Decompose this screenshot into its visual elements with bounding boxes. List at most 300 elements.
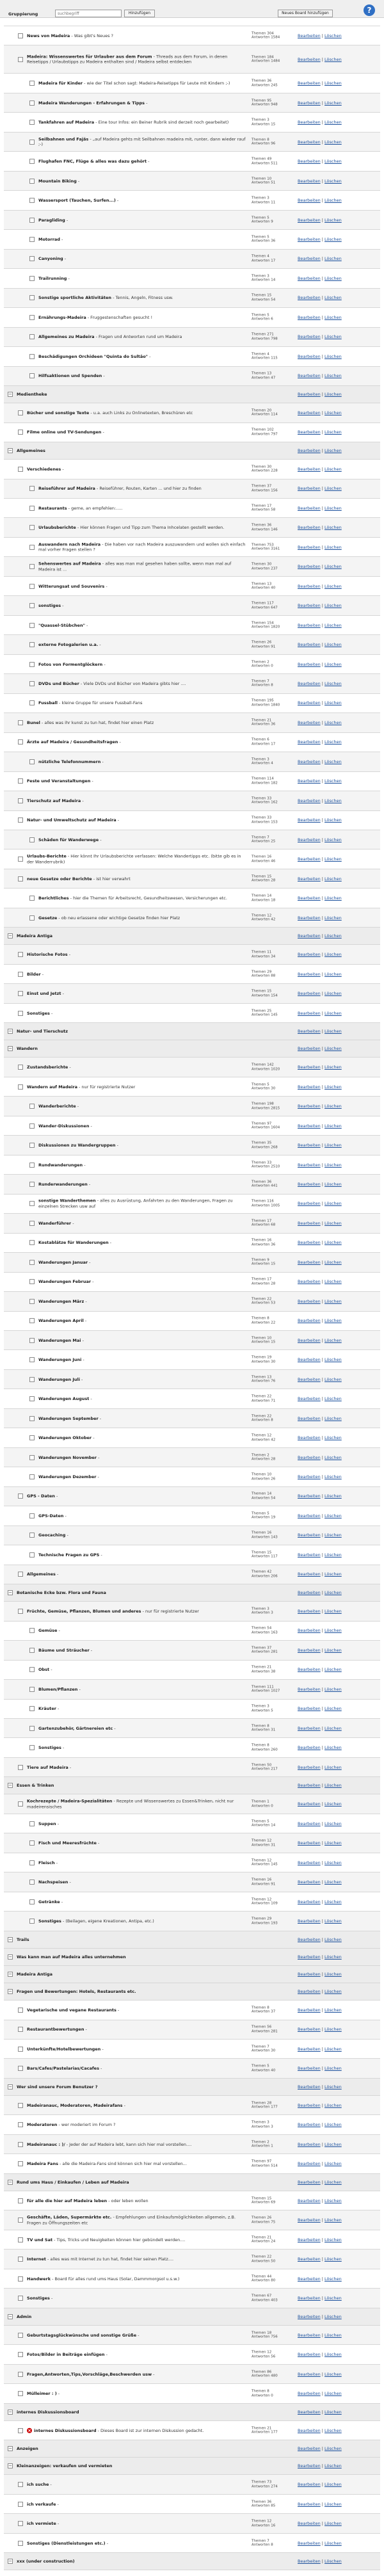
edit-link[interactable]: Bearbeiten	[298, 2391, 321, 2396]
delete-link[interactable]: Löschen	[324, 1298, 342, 1304]
edit-link[interactable]: Bearbeiten	[298, 2276, 321, 2282]
expand-toggle[interactable]	[29, 1552, 35, 1558]
expand-toggle[interactable]	[29, 276, 35, 281]
expand-toggle[interactable]	[29, 1240, 35, 1245]
delete-link[interactable]: Löschen	[324, 373, 342, 379]
delete-link[interactable]: Löschen	[324, 2296, 342, 2301]
edit-link[interactable]: Bearbeiten	[298, 1029, 321, 1034]
delete-link[interactable]: Löschen	[324, 1572, 342, 1577]
delete-link[interactable]: Löschen	[324, 505, 342, 511]
edit-link[interactable]: Bearbeiten	[298, 198, 321, 204]
delete-link[interactable]: Löschen	[324, 1240, 342, 1246]
delete-link[interactable]: Löschen	[324, 896, 342, 901]
edit-link[interactable]: Bearbeiten	[298, 466, 321, 472]
delete-link[interactable]: Löschen	[324, 1046, 342, 1052]
expand-toggle[interactable]	[29, 256, 35, 261]
edit-link[interactable]: Bearbeiten	[298, 896, 321, 901]
delete-link[interactable]: Löschen	[324, 2257, 342, 2262]
delete-link[interactable]: Löschen	[324, 1783, 342, 1789]
expand-toggle[interactable]	[18, 2372, 23, 2377]
delete-link[interactable]: Löschen	[324, 720, 342, 725]
delete-link[interactable]: Löschen	[324, 1162, 342, 1168]
edit-link[interactable]: Bearbeiten	[298, 2482, 321, 2488]
expand-toggle[interactable]	[29, 334, 35, 339]
expand-toggle[interactable]	[29, 1726, 35, 1731]
edit-link[interactable]: Bearbeiten	[298, 1764, 321, 1770]
edit-link[interactable]: Bearbeiten	[298, 991, 321, 997]
edit-link[interactable]: Bearbeiten	[298, 1337, 321, 1343]
delete-link[interactable]: Löschen	[324, 295, 342, 301]
delete-link[interactable]: Löschen	[324, 1667, 342, 1673]
edit-link[interactable]: Bearbeiten	[298, 1143, 321, 1148]
edit-link[interactable]: Bearbeiten	[298, 1783, 321, 1789]
delete-link[interactable]: Löschen	[324, 1745, 342, 1751]
edit-link[interactable]: Bearbeiten	[298, 971, 321, 977]
delete-link[interactable]: Löschen	[324, 159, 342, 165]
expand-toggle[interactable]: −	[8, 1936, 12, 1942]
expand-toggle[interactable]	[29, 642, 35, 647]
delete-link[interactable]: Löschen	[324, 2161, 342, 2167]
delete-link[interactable]: Löschen	[324, 1706, 342, 1712]
expand-toggle[interactable]	[18, 972, 23, 977]
delete-link[interactable]: Löschen	[324, 817, 342, 823]
edit-link[interactable]: Bearbeiten	[298, 817, 321, 823]
delete-link[interactable]: Löschen	[324, 1821, 342, 1826]
expand-toggle[interactable]	[18, 2428, 23, 2433]
delete-link[interactable]: Löschen	[324, 700, 342, 706]
expand-toggle[interactable]	[29, 1648, 35, 1653]
edit-link[interactable]: Bearbeiten	[298, 661, 321, 667]
delete-link[interactable]: Löschen	[324, 1474, 342, 1480]
expand-toggle[interactable]	[29, 1667, 35, 1672]
delete-link[interactable]: Löschen	[324, 2540, 342, 2546]
expand-toggle[interactable]: −	[8, 2446, 12, 2452]
delete-link[interactable]: Löschen	[324, 2218, 342, 2223]
edit-link[interactable]: Bearbeiten	[298, 56, 321, 62]
expand-toggle[interactable]: −	[8, 2179, 12, 2185]
delete-link[interactable]: Löschen	[324, 198, 342, 204]
edit-link[interactable]: Bearbeiten	[298, 2027, 321, 2033]
edit-link[interactable]: Bearbeiten	[298, 2446, 321, 2452]
expand-toggle[interactable]	[29, 486, 35, 491]
edit-link[interactable]: Bearbeiten	[298, 1821, 321, 1826]
expand-toggle[interactable]	[18, 467, 23, 472]
delete-link[interactable]: Löschen	[324, 1376, 342, 1382]
edit-link[interactable]: Bearbeiten	[298, 1608, 321, 1614]
edit-link[interactable]: Bearbeiten	[298, 1279, 321, 1285]
delete-link[interactable]: Löschen	[324, 2276, 342, 2282]
expand-toggle[interactable]	[29, 1163, 35, 1168]
expand-toggle[interactable]	[18, 57, 23, 62]
delete-link[interactable]: Löschen	[324, 1337, 342, 1343]
expand-toggle[interactable]	[29, 1260, 35, 1265]
delete-link[interactable]: Löschen	[324, 81, 342, 86]
delete-link[interactable]: Löschen	[324, 56, 342, 62]
expand-toggle[interactable]	[29, 506, 35, 511]
edit-link[interactable]: Bearbeiten	[298, 1201, 321, 1207]
delete-link[interactable]: Löschen	[324, 2102, 342, 2108]
expand-toggle[interactable]	[29, 120, 35, 125]
edit-link[interactable]: Bearbeiten	[298, 1989, 321, 1995]
edit-link[interactable]: Bearbeiten	[298, 1493, 321, 1499]
delete-link[interactable]: Löschen	[324, 353, 342, 359]
edit-link[interactable]: Bearbeiten	[298, 876, 321, 881]
delete-link[interactable]: Löschen	[324, 991, 342, 997]
edit-link[interactable]: Bearbeiten	[298, 857, 321, 862]
expand-toggle[interactable]	[18, 2276, 23, 2282]
edit-link[interactable]: Bearbeiten	[298, 256, 321, 262]
expand-toggle[interactable]	[18, 778, 23, 784]
delete-link[interactable]: Löschen	[324, 1725, 342, 1731]
delete-link[interactable]: Löschen	[324, 2027, 342, 2033]
expand-toggle[interactable]	[29, 564, 35, 569]
expand-toggle[interactable]	[18, 952, 23, 957]
delete-link[interactable]: Löschen	[324, 2198, 342, 2203]
edit-link[interactable]: Bearbeiten	[298, 2007, 321, 2013]
delete-link[interactable]: Löschen	[324, 2391, 342, 2396]
delete-link[interactable]: Löschen	[324, 430, 342, 435]
edit-link[interactable]: Bearbeiten	[298, 486, 321, 492]
expand-toggle[interactable]	[29, 101, 35, 106]
expand-toggle[interactable]	[29, 1338, 35, 1343]
delete-link[interactable]: Löschen	[324, 1533, 342, 1538]
edit-link[interactable]: Bearbeiten	[298, 314, 321, 320]
expand-toggle[interactable]	[29, 584, 35, 589]
edit-link[interactable]: Bearbeiten	[298, 1840, 321, 1846]
delete-link[interactable]: Löschen	[324, 334, 342, 340]
edit-link[interactable]: Bearbeiten	[298, 680, 321, 686]
delete-link[interactable]: Löschen	[324, 622, 342, 628]
edit-link[interactable]: Bearbeiten	[298, 295, 321, 301]
delete-link[interactable]: Löschen	[324, 1181, 342, 1187]
delete-link[interactable]: Löschen	[324, 120, 342, 125]
expand-toggle[interactable]: −	[8, 2409, 12, 2415]
expand-toggle[interactable]	[18, 1493, 23, 1499]
delete-link[interactable]: Löschen	[324, 2463, 342, 2469]
expand-toggle[interactable]	[18, 2008, 23, 2013]
delete-link[interactable]: Löschen	[324, 1065, 342, 1070]
delete-link[interactable]: Löschen	[324, 933, 342, 939]
expand-toggle[interactable]	[29, 1396, 35, 1401]
delete-link[interactable]: Löschen	[324, 392, 342, 398]
edit-link[interactable]: Bearbeiten	[298, 1919, 321, 1924]
expand-toggle[interactable]: −	[8, 1590, 12, 1596]
expand-toggle[interactable]: −	[8, 392, 12, 398]
delete-link[interactable]: Löschen	[324, 1840, 342, 1846]
edit-link[interactable]: Bearbeiten	[298, 2501, 321, 2507]
edit-link[interactable]: Bearbeiten	[298, 2352, 321, 2358]
expand-toggle[interactable]	[29, 1221, 35, 1226]
delete-link[interactable]: Löschen	[324, 1936, 342, 1942]
expand-toggle[interactable]	[29, 1880, 35, 1885]
expand-toggle[interactable]	[29, 140, 35, 145]
edit-link[interactable]: Bearbeiten	[298, 1572, 321, 1577]
delete-link[interactable]: Löschen	[324, 448, 342, 454]
expand-toggle[interactable]	[18, 2391, 23, 2396]
delete-link[interactable]: Löschen	[324, 2237, 342, 2242]
delete-link[interactable]: Löschen	[324, 915, 342, 921]
expand-toggle[interactable]	[29, 295, 35, 300]
expand-toggle[interactable]	[29, 1357, 35, 1362]
expand-toggle[interactable]	[18, 2502, 23, 2507]
expand-toggle[interactable]: −	[8, 1989, 12, 1995]
edit-link[interactable]: Bearbeiten	[298, 1065, 321, 1070]
edit-link[interactable]: Bearbeiten	[298, 2141, 321, 2147]
edit-link[interactable]: Bearbeiten	[298, 1936, 321, 1942]
delete-link[interactable]: Löschen	[324, 2352, 342, 2358]
delete-link[interactable]: Löschen	[324, 1259, 342, 1265]
edit-link[interactable]: Bearbeiten	[298, 544, 321, 550]
expand-toggle[interactable]	[29, 1687, 35, 1692]
edit-link[interactable]: Bearbeiten	[298, 159, 321, 165]
delete-link[interactable]: Löschen	[324, 778, 342, 784]
edit-link[interactable]: Bearbeiten	[298, 564, 321, 570]
edit-link[interactable]: Bearbeiten	[298, 1084, 321, 1090]
edit-link[interactable]: Bearbeiten	[298, 2463, 321, 2469]
expand-toggle[interactable]	[29, 681, 35, 686]
edit-link[interactable]: Bearbeiten	[298, 81, 321, 86]
edit-link[interactable]: Bearbeiten	[298, 392, 321, 398]
expand-toggle[interactable]	[29, 1201, 35, 1206]
edit-link[interactable]: Bearbeiten	[298, 1513, 321, 1518]
expand-toggle[interactable]	[18, 2333, 23, 2338]
expand-toggle[interactable]	[29, 1860, 35, 1865]
delete-link[interactable]: Löschen	[324, 33, 342, 38]
expand-toggle[interactable]	[29, 1533, 35, 1538]
expand-toggle[interactable]: −	[8, 2463, 12, 2469]
expand-toggle[interactable]	[18, 410, 23, 415]
edit-link[interactable]: Bearbeiten	[298, 33, 321, 38]
expand-toggle[interactable]	[18, 798, 23, 803]
expand-toggle[interactable]	[29, 1435, 35, 1440]
delete-link[interactable]: Löschen	[324, 1415, 342, 1421]
expand-toggle[interactable]	[18, 857, 23, 862]
expand-toggle[interactable]: −	[8, 1783, 12, 1789]
delete-link[interactable]: Löschen	[324, 1989, 342, 1995]
expand-toggle[interactable]	[18, 1065, 23, 1070]
edit-link[interactable]: Bearbeiten	[298, 1954, 321, 1960]
expand-toggle[interactable]	[18, 1801, 23, 1807]
expand-toggle[interactable]	[29, 373, 35, 378]
delete-link[interactable]: Löschen	[324, 1628, 342, 1634]
edit-link[interactable]: Bearbeiten	[298, 622, 321, 628]
delete-link[interactable]: Löschen	[324, 1860, 342, 1865]
edit-link[interactable]: Bearbeiten	[298, 2102, 321, 2108]
expand-toggle[interactable]	[29, 1182, 35, 1187]
delete-link[interactable]: Löschen	[324, 739, 342, 745]
edit-link[interactable]: Bearbeiten	[298, 139, 321, 145]
expand-toggle[interactable]	[18, 2541, 23, 2546]
edit-link[interactable]: Bearbeiten	[298, 2237, 321, 2242]
delete-link[interactable]: Löschen	[324, 275, 342, 281]
delete-link[interactable]: Löschen	[324, 1608, 342, 1614]
delete-link[interactable]: Löschen	[324, 1279, 342, 1285]
expand-toggle[interactable]: −	[8, 1046, 12, 1052]
expand-toggle[interactable]	[18, 2521, 23, 2526]
edit-link[interactable]: Bearbeiten	[298, 334, 321, 340]
delete-link[interactable]: Löschen	[324, 759, 342, 764]
expand-toggle[interactable]	[18, 2237, 23, 2242]
delete-link[interactable]: Löschen	[324, 661, 342, 667]
expand-toggle[interactable]	[29, 1474, 35, 1479]
delete-link[interactable]: Löschen	[324, 1318, 342, 1324]
edit-link[interactable]: Bearbeiten	[298, 1376, 321, 1382]
expand-toggle[interactable]	[29, 315, 35, 320]
expand-toggle[interactable]	[18, 2066, 23, 2071]
expand-toggle[interactable]	[29, 1416, 35, 1421]
expand-toggle[interactable]	[18, 2352, 23, 2357]
edit-link[interactable]: Bearbeiten	[298, 700, 321, 706]
edit-link[interactable]: Bearbeiten	[298, 1259, 321, 1265]
delete-link[interactable]: Löschen	[324, 1143, 342, 1148]
expand-toggle[interactable]	[18, 2198, 23, 2203]
edit-link[interactable]: Bearbeiten	[298, 2046, 321, 2052]
delete-link[interactable]: Löschen	[324, 1954, 342, 1960]
edit-link[interactable]: Bearbeiten	[298, 1686, 321, 1692]
delete-link[interactable]: Löschen	[324, 2122, 342, 2128]
delete-link[interactable]: Löschen	[324, 680, 342, 686]
delete-link[interactable]: Löschen	[324, 2559, 342, 2564]
edit-link[interactable]: Bearbeiten	[298, 952, 321, 958]
delete-link[interactable]: Löschen	[324, 2371, 342, 2377]
delete-link[interactable]: Löschen	[324, 1919, 342, 1924]
delete-link[interactable]: Löschen	[324, 100, 342, 106]
delete-link[interactable]: Löschen	[324, 2501, 342, 2507]
delete-link[interactable]: Löschen	[324, 2409, 342, 2415]
expand-toggle[interactable]	[29, 1513, 35, 1518]
expand-toggle[interactable]	[18, 2482, 23, 2487]
expand-toggle[interactable]	[29, 1899, 35, 1904]
expand-toggle[interactable]	[29, 218, 35, 223]
edit-link[interactable]: Bearbeiten	[298, 933, 321, 939]
edit-link[interactable]: Bearbeiten	[298, 1971, 321, 1977]
expand-toggle[interactable]	[29, 1628, 35, 1633]
delete-link[interactable]: Löschen	[324, 2141, 342, 2147]
delete-link[interactable]: Löschen	[324, 1899, 342, 1904]
delete-link[interactable]: Löschen	[324, 971, 342, 977]
expand-toggle[interactable]	[18, 1765, 23, 1770]
expand-toggle[interactable]	[29, 545, 35, 550]
delete-link[interactable]: Löschen	[324, 1123, 342, 1129]
expand-toggle[interactable]	[29, 662, 35, 667]
expand-toggle[interactable]	[18, 817, 23, 823]
edit-link[interactable]: Bearbeiten	[298, 1220, 321, 1226]
expand-toggle[interactable]	[29, 354, 35, 359]
delete-link[interactable]: Löschen	[324, 2427, 342, 2433]
edit-link[interactable]: Bearbeiten	[298, 2161, 321, 2167]
expand-toggle[interactable]	[29, 1919, 35, 1924]
delete-link[interactable]: Löschen	[324, 178, 342, 184]
edit-link[interactable]: Bearbeiten	[298, 2371, 321, 2377]
expand-toggle[interactable]	[18, 2218, 23, 2223]
edit-link[interactable]: Bearbeiten	[298, 583, 321, 589]
expand-toggle[interactable]: −	[8, 448, 12, 454]
delete-link[interactable]: Löschen	[324, 410, 342, 415]
expand-toggle[interactable]	[29, 159, 35, 164]
expand-toggle[interactable]	[29, 1279, 35, 1284]
delete-link[interactable]: Löschen	[324, 2046, 342, 2052]
edit-link[interactable]: Bearbeiten	[298, 2084, 321, 2089]
delete-link[interactable]: Löschen	[324, 1971, 342, 1977]
edit-link[interactable]: Bearbeiten	[298, 1860, 321, 1865]
expand-toggle[interactable]	[29, 237, 35, 242]
delete-link[interactable]: Löschen	[324, 837, 342, 842]
delete-link[interactable]: Löschen	[324, 314, 342, 320]
edit-link[interactable]: Bearbeiten	[298, 2179, 321, 2185]
delete-link[interactable]: Löschen	[324, 1880, 342, 1885]
edit-link[interactable]: Bearbeiten	[298, 2559, 321, 2564]
edit-link[interactable]: Bearbeiten	[298, 1104, 321, 1109]
edit-link[interactable]: Bearbeiten	[298, 1240, 321, 1246]
delete-link[interactable]: Löschen	[324, 466, 342, 472]
delete-link[interactable]: Löschen	[324, 1010, 342, 1016]
expand-toggle[interactable]	[18, 739, 23, 745]
delete-link[interactable]: Löschen	[324, 952, 342, 958]
help-icon[interactable]: ?	[364, 4, 375, 16]
edit-link[interactable]: Bearbeiten	[298, 2314, 321, 2319]
expand-toggle[interactable]	[29, 1455, 35, 1460]
expand-toggle[interactable]	[29, 1123, 35, 1129]
delete-link[interactable]: Löschen	[324, 1029, 342, 1034]
edit-link[interactable]: Bearbeiten	[298, 1647, 321, 1653]
edit-link[interactable]: Bearbeiten	[298, 1899, 321, 1904]
delete-link[interactable]: Löschen	[324, 1764, 342, 1770]
delete-link[interactable]: Löschen	[324, 2521, 342, 2527]
edit-link[interactable]: Bearbeiten	[298, 1880, 321, 1885]
edit-link[interactable]: Bearbeiten	[298, 2122, 321, 2128]
edit-link[interactable]: Bearbeiten	[298, 603, 321, 609]
edit-link[interactable]: Bearbeiten	[298, 236, 321, 242]
edit-link[interactable]: Bearbeiten	[298, 2409, 321, 2415]
edit-link[interactable]: Bearbeiten	[298, 2332, 321, 2338]
expand-toggle[interactable]	[29, 623, 35, 628]
edit-link[interactable]: Bearbeiten	[298, 837, 321, 842]
edit-link[interactable]: Bearbeiten	[298, 1552, 321, 1558]
delete-link[interactable]: Löschen	[324, 1801, 342, 1807]
expand-toggle[interactable]	[18, 2257, 23, 2262]
edit-link[interactable]: Bearbeiten	[298, 2198, 321, 2203]
expand-toggle[interactable]	[29, 759, 35, 764]
delete-link[interactable]: Löschen	[324, 1647, 342, 1653]
edit-link[interactable]: Bearbeiten	[298, 2427, 321, 2433]
expand-toggle[interactable]	[29, 1104, 35, 1109]
edit-link[interactable]: Bearbeiten	[298, 505, 321, 511]
expand-toggle[interactable]: −	[8, 2559, 12, 2564]
expand-toggle[interactable]	[29, 915, 35, 921]
expand-toggle[interactable]	[29, 179, 35, 184]
expand-toggle[interactable]	[29, 1706, 35, 1711]
expand-toggle[interactable]	[29, 1745, 35, 1750]
edit-link[interactable]: Bearbeiten	[298, 1667, 321, 1673]
delete-link[interactable]: Löschen	[324, 2179, 342, 2185]
edit-link[interactable]: Bearbeiten	[298, 1046, 321, 1052]
edit-link[interactable]: Bearbeiten	[298, 2257, 321, 2262]
edit-link[interactable]: Bearbeiten	[298, 1357, 321, 1363]
edit-link[interactable]: Bearbeiten	[298, 759, 321, 764]
edit-link[interactable]: Bearbeiten	[298, 525, 321, 531]
delete-link[interactable]: Löschen	[324, 2007, 342, 2013]
delete-link[interactable]: Löschen	[324, 1513, 342, 1518]
edit-link[interactable]: Bearbeiten	[298, 778, 321, 784]
expand-toggle[interactable]	[29, 198, 35, 203]
edit-link[interactable]: Bearbeiten	[298, 217, 321, 223]
expand-toggle[interactable]	[18, 2142, 23, 2147]
edit-link[interactable]: Bearbeiten	[298, 1415, 321, 1421]
edit-link[interactable]: Bearbeiten	[298, 739, 321, 745]
expand-toggle[interactable]	[29, 700, 35, 705]
delete-link[interactable]: Löschen	[324, 2084, 342, 2089]
edit-link[interactable]: Bearbeiten	[298, 2540, 321, 2546]
